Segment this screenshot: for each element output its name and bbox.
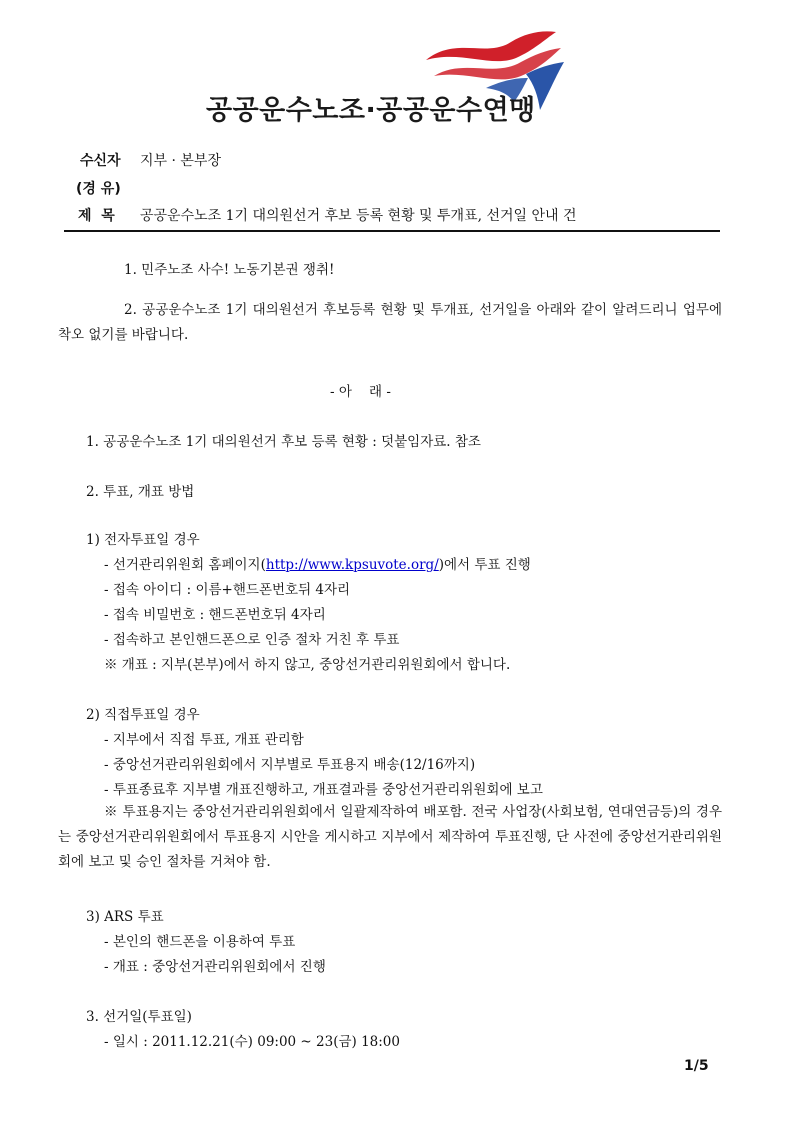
- sub1-line-3: - 접속 비밀번호 : 핸드폰번호뒤 4자리: [104, 607, 326, 623]
- vote-site-link[interactable]: http://www.kpsuvote.org/: [265, 557, 439, 573]
- sub2-note: ※ 투표용지는 중앙선거관리위원회에서 일괄제작하여 배포함. 전국 사업장(사회보험, 연대연금등)의 경우는 중앙선거관리위원회에서 투표용지 시안을 게시하고 지부에서 제작하여 투표진행, 단 사전에 중앙선거관리위원회에 보고 및 승인 절차를 거쳐야 함.: [58, 804, 722, 870]
- paragraph-1: 1. 민주노조 사수! 노동기본권 쟁취!: [124, 262, 335, 278]
- sub1-line-4: - 접속하고 본인핸드폰으로 인증 절차 거친 후 투표: [104, 632, 400, 648]
- sub1-title: 1) 전자투표일 경우: [86, 532, 200, 548]
- recipient-value: 지부 · 본부장: [140, 153, 221, 169]
- subject-value: 공공운수노조 1기 대의원선거 후보 등록 현황 및 투개표, 선거일 안내 건: [140, 208, 577, 224]
- sub3-line-2: - 개표 : 중앙선거관리위원회에서 진행: [104, 959, 326, 975]
- sub3-title: 3) ARS 투표: [86, 909, 164, 925]
- page-number: 1/5: [684, 1058, 709, 1074]
- paragraph-2: 2. 공공운수노조 1기 대의원선거 후보등록 현황 및 투개표, 선거일을 아래와 같이 알려드리니 업무에 착오 없기를 바랍니다.: [58, 302, 722, 343]
- sub1-line-1: [104, 553, 531, 573]
- sub2-title: 2) 직접투표일 경우: [86, 707, 200, 723]
- item-1: 1. 공공운수노조 1기 대의원선거 후보 등록 현황 : 덧붙임자료. 참조: [86, 434, 481, 450]
- notice-heading: - 아 래 -: [330, 384, 391, 400]
- sub3-line-1: - 본인의 핸드폰을 이용하여 투표: [104, 934, 296, 950]
- logo-title: 공공운수노조·공공운수연맹: [206, 95, 536, 126]
- subject-label: 제 목: [78, 208, 115, 224]
- item-3: 3. 선거일(투표일): [86, 1009, 192, 1025]
- sub1-line-2: - 접속 아이디 : 이름+핸드폰번호뒤 4자리: [104, 582, 351, 598]
- sub2-line-3: - 투표종료후 지부별 개표진행하고, 개표결과를 중앙선거관리위원회에 보고: [104, 782, 543, 798]
- sub1-line-1-prefix: - 선거관리위원회 홈페이지(: [104, 557, 266, 573]
- item-3-line-1: - 일시 : 2011.12.21(수) 09:00 ~ 23(금) 18:00: [104, 1034, 400, 1050]
- sub1-line-1-suffix: )에서 투표 진행: [438, 557, 531, 573]
- sub2-line-1: - 지부에서 직접 투표, 개표 관리함: [104, 732, 304, 748]
- via-label: (경 유): [76, 181, 121, 197]
- recipient-label: 수신자: [80, 153, 121, 169]
- sub2-line-2: - 중앙선거관리위원회에서 지부별로 투표용지 배송(12/16까지): [104, 757, 476, 773]
- header-divider: [64, 230, 720, 232]
- sub1-note: ※ 개표 : 지부(본부)에서 하지 않고, 중앙선거관리위원회에서 합니다.: [104, 657, 511, 673]
- item-2: 2. 투표, 개표 방법: [86, 484, 195, 500]
